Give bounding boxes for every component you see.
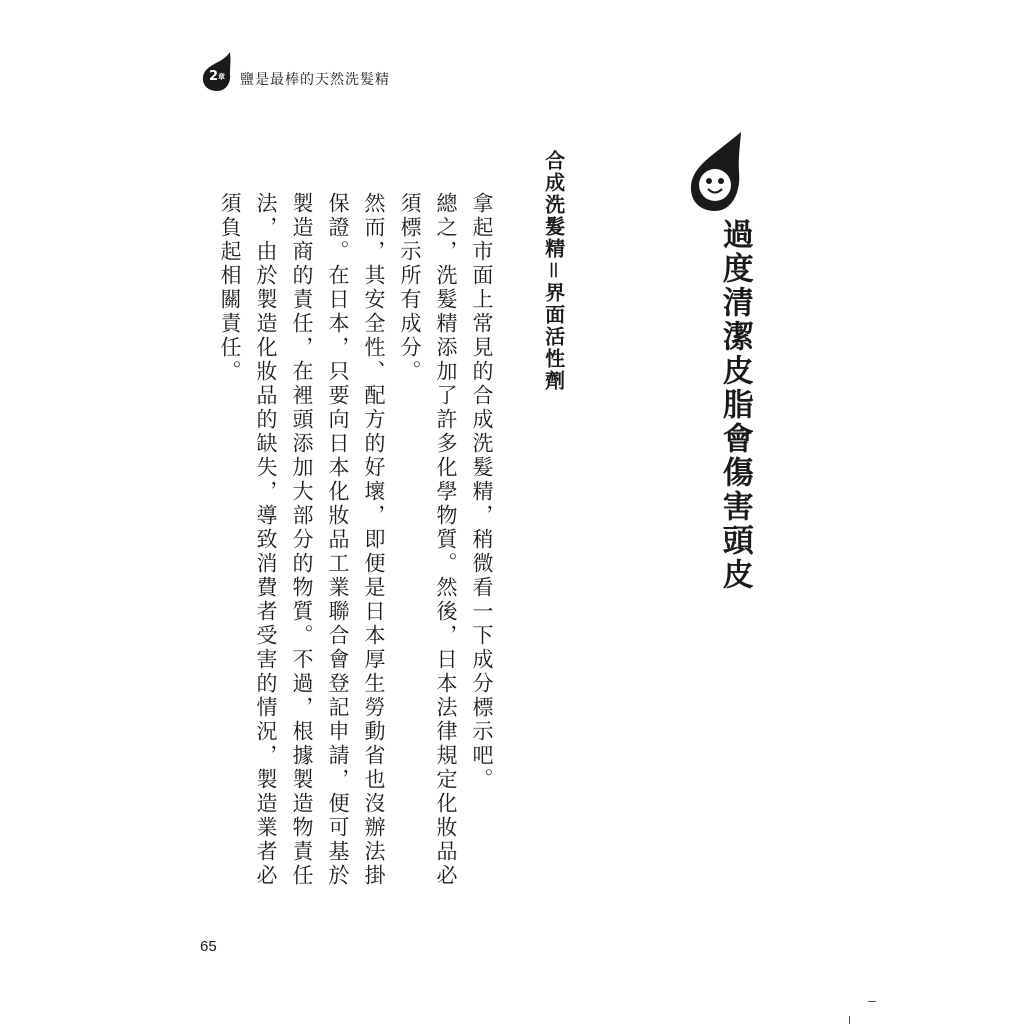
droplet-face-icon: [688, 132, 744, 212]
running-title: 鹽是最棒的天然洗髮精: [240, 72, 390, 88]
section-heading: 合成洗髮精＝界面活性劑: [541, 150, 566, 392]
paragraph: 然而，其安全性、配方的好壞，即便是日本厚生勞動省也沒辦法掛保證。在日本，只要向日本化妝品工業聯合會登記申請，便可基於製造商的責任，在裡頭添加大部分的物質。不過，根據製造物責任法，由於製造化妝品的缺失，導致消費者受害的情況，製造業者必須負起相關責任。: [218, 192, 386, 888]
body-text: [212, 150, 500, 890]
page-title: 過度清潔皮脂會傷害頭皮: [716, 218, 753, 592]
page-number: 65: [200, 938, 217, 955]
crop-mark: [868, 1001, 876, 1002]
paragraph: 總之，洗髮精添加了許多化學物質。然後，日本法律規定化妝品必須標示所有成分。: [398, 192, 458, 888]
crop-mark: [849, 1016, 850, 1024]
chapter-number: $2^章$: [208, 69, 226, 84]
paragraph: 拿起市面上常見的合成洗髮精，稍微看一下成分標示吧。: [470, 192, 494, 792]
chapter-badge: [200, 52, 234, 92]
running-header: [200, 52, 390, 92]
